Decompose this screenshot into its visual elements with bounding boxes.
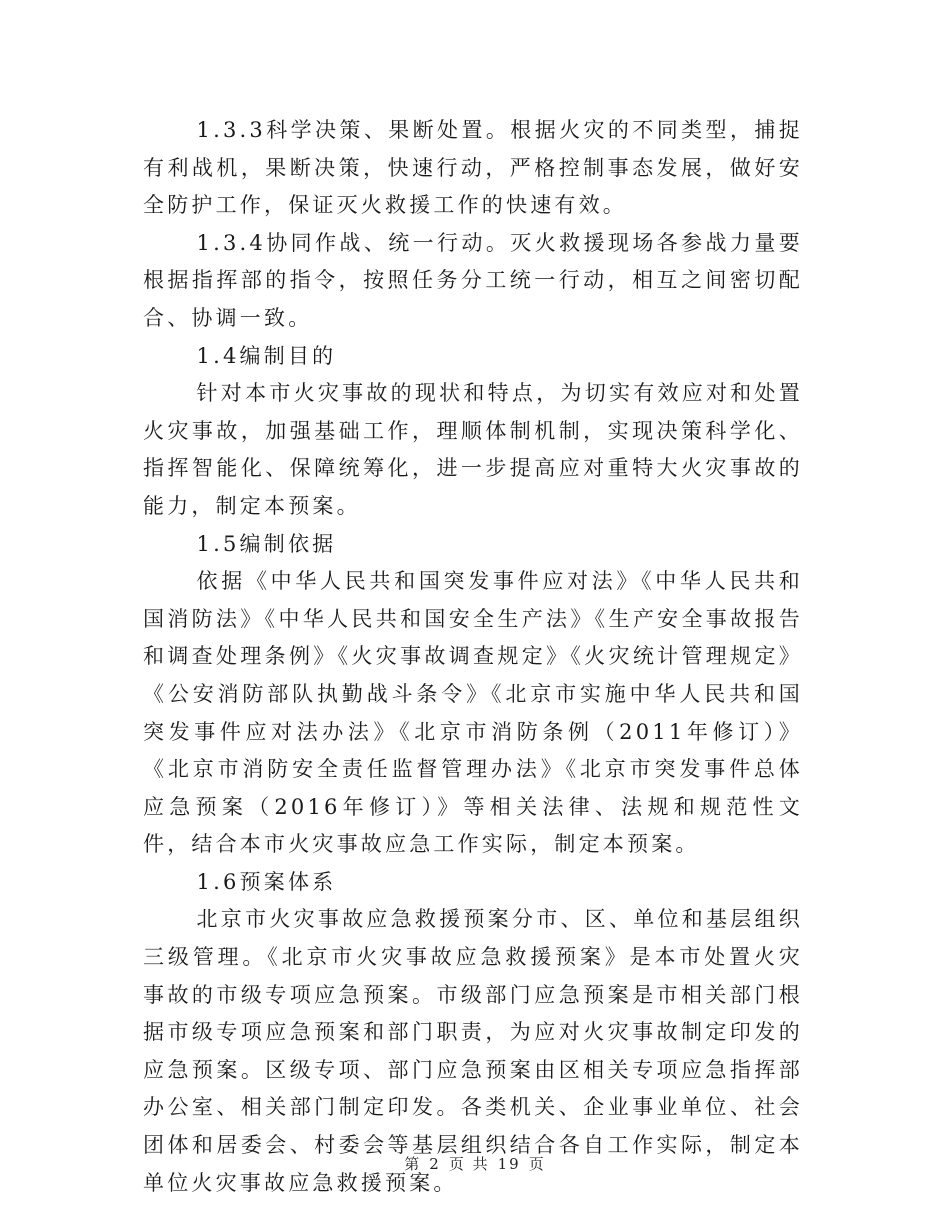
footer-total-pages: 19: [497, 1155, 521, 1173]
paragraph-1-3-3: 1.3.3科学决策、果断处置。根据火灾的不同类型，捕捉有利战机，果断决策，快速行动，严格控制事态发展，做好安全防护工作，保证灭火救援工作的快速有效。: [143, 118, 803, 218]
page-footer: [0, 1153, 950, 1174]
footer-middle: 页 共: [448, 1155, 490, 1173]
paragraph-1-4-body: 针对本市火灾事故的现状和特点，为切实有效应对和处置火灾事故，加强基础工作，理顺体制机制，实现决策科学化、指挥智能化、保障统筹化，进一步提高应对重特大火灾事故的能力，制定本预案。: [143, 381, 803, 518]
document-body: [143, 112, 803, 1202]
section-heading-1-4: 1.4编制目的: [196, 343, 337, 368]
footer-suffix: 页: [528, 1155, 546, 1173]
paragraph-1-6-body: 北京市火灾事故应急救援预案分市、区、单位和基层组织三级管理。《北京市火灾事故应急救援预案》是本市处置火灾事故的市级专项应急预案。市级部门应急预案是市相关部门根据市级专项应急预案和部门职责，为应对火灾事故制定印发的应急预案。区级专项、部门应急预案由区相关专项应急指挥部办公室、相关部门制定印发。各类机关、企业事业单位、社会团体和居委会、村委会等基层组织结合各自工作实际，制定本单位火灾事故应急救援预案。: [143, 907, 803, 1195]
paragraph-1-5-body: 依据《中华人民共和国突发事件应对法》《中华人民共和国消防法》《中华人民共和国安全生产法》《生产安全事故报告和调查处理条例》《火灾事故调查规定》《火灾统计管理规定》《公安消防部队执勤战斗条令》《北京市实施中华人民共和国突发事件应对法办法》《北京市消防条例（2011年修订）》《北京市消防安全责任监督管理办法》《北京市突发事件总体应急预案（2016年修订）》等相关法律、法规和规范性文件，结合本市火灾事故应急工作实际，制定本预案。: [143, 569, 803, 857]
footer-prefix: 第: [404, 1155, 422, 1173]
paragraph-1-3-4: 1.3.4协同作战、统一行动。灭火救援现场各参战力量要根据指挥部的指令，按照任务分工统一行动，相互之间密切配合、协调一致。: [143, 230, 803, 330]
footer-page-number: 2: [429, 1155, 441, 1173]
section-heading-1-5: 1.5编制依据: [196, 531, 337, 556]
section-heading-1-6: 1.6预案体系: [196, 869, 337, 894]
